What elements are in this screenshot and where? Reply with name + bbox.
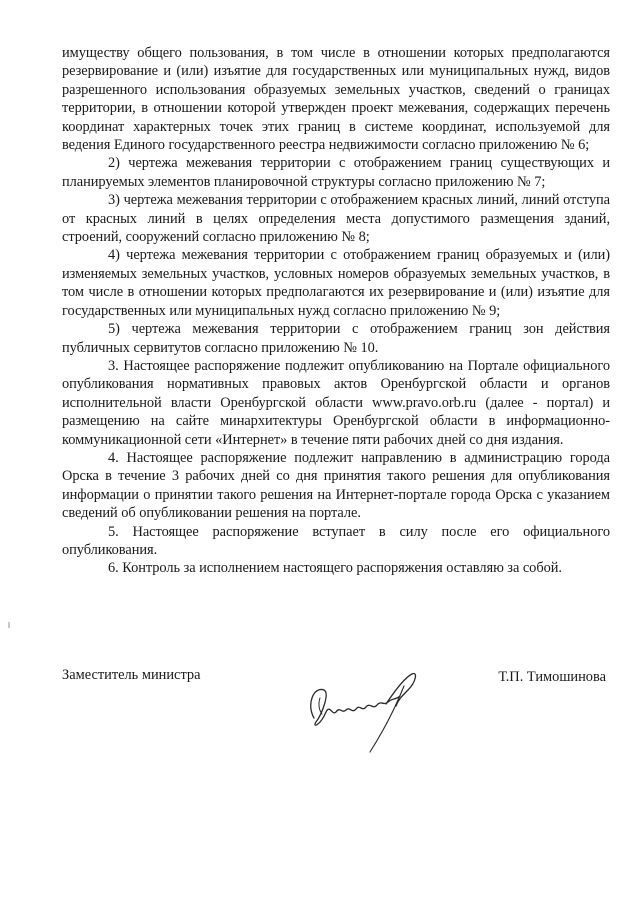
signatory-name: Т.П. Тимошинова xyxy=(498,669,606,685)
paragraph-clause-5: 5. Настоящее распоряжение вступает в силу после его официального опубликования. xyxy=(62,523,610,558)
paragraph-clause-6: 6. Контроль за исполнением настоящего распоряжения оставляю за собой. xyxy=(108,560,562,577)
paragraph-continuation: имуществу общего пользования, в том числе в отношении которых предполагаются резервирование и (или) изъятие для государственных или муниципальных нужд, видов разрешенного использования образуемых земельных участков, сведений о границах территории, в отношении которой утвержден проект межевания, содержащих перечень координат характерных точек этих границ в системе координат, используемой для ведения Единого государственного реестра недвижимости согласно приложению № 6; xyxy=(62,45,610,154)
paragraph-item-3: 3) чертежа межевания территории с отображением красных линий, линий отступа от красных линий в целях определения места допустимого размещения зданий, строений, сооружений согласно приложению № 8; xyxy=(62,192,610,246)
signature-block xyxy=(62,666,610,756)
paragraph-clause-3: 3. Настоящее распоряжение подлежит опубликованию на Портале официального опубликования нормативных правовых актов Оренбургской области и органов исполнительной власти Оренбургской области www.pravo.orb.ru (далее - портал) и размещению на сайте минархитектуры Оренбургской области в информационно-коммуникационной сети «Интернет» в течение пяти рабочих дней со дня издания. xyxy=(62,357,610,448)
paragraph-item-5: 5) чертежа межевания территории с отображением границ зон действия публичных сервитутов согласно приложению № 10. xyxy=(62,321,610,356)
paragraph-clause-4: 4. Настоящее распоряжение подлежит направлению в администрацию города Орска в течение 3 рабочих дней со дня принятия такого решения для опубликования информации о принятии такого решения на Интернет-портале города Орска с указанием сведений об опубликовании решения на портале. xyxy=(62,449,610,522)
paragraph-item-2: 2) чертежа межевания территории с отображением границ существующих и планируемых элементов планировочной структуры согласно приложению № 7; xyxy=(62,155,610,190)
handwritten-signature-icon xyxy=(300,656,430,766)
signatory-title: Заместитель министра xyxy=(62,667,201,683)
paragraph-item-4: 4) чертежа межевания территории с отображением границ образуемых и (или) изменяемых земельных участков, условных номеров образуемых земельных участков, в том числе в отношении которых предполагаются их резервирование и (или) изъятие для государственных или муниципальных нужд согласно приложению № 9; xyxy=(62,247,610,319)
document-body xyxy=(62,44,610,578)
scan-speck xyxy=(8,622,10,628)
